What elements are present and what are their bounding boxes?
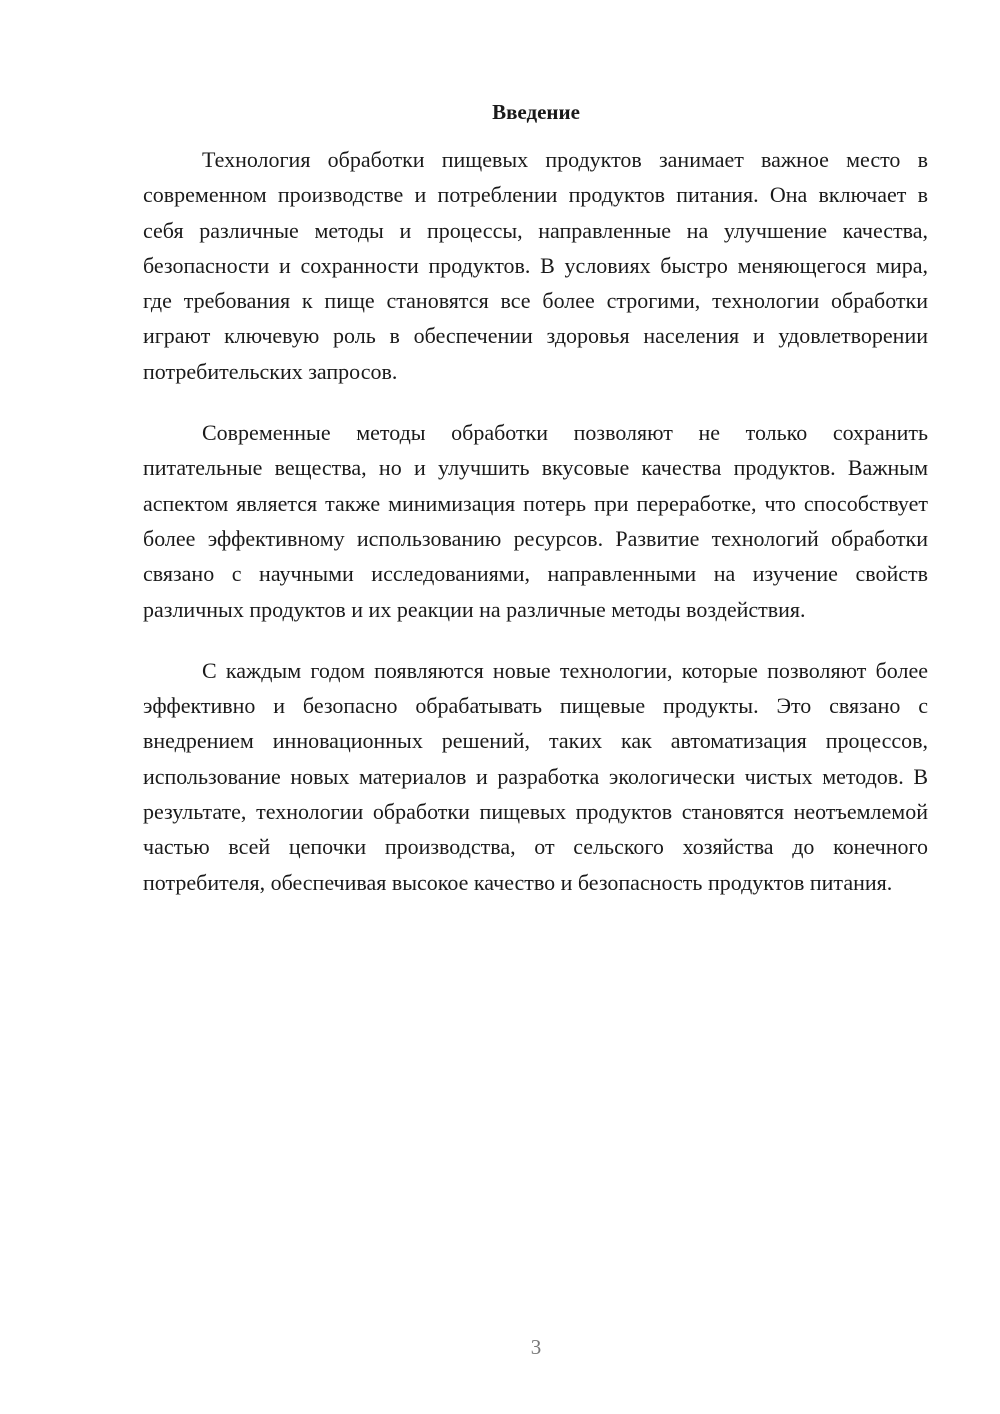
paragraph-2: Современные методы обработки позволяют не только сохранить питательные вещества, но и улучшить вкусовые качества продуктов. Важным аспектом является также минимизация потерь при переработке, что способствует более эффективному использованию ресурсов. Развитие технологий обработки связано с научными исследованиями, направленными на изучение свойств различных продуктов и их реакции на различные методы воздействия. bbox=[143, 420, 928, 622]
body-text bbox=[143, 142, 928, 926]
page-number: 3 bbox=[530, 1335, 542, 1359]
paragraph-3: С каждым годом появляются новые технологии, которые позволяют более эффективно и безопасно обрабатывать пищевые продукты. Это связано с внедрением инновационных решений, таких как автоматизация процессов, использование новых материалов и разработка экологически чистых методов. В результате, технологии обработки пищевых продуктов становятся неотъемлемой частью всей цепочки производства, от сельского хозяйства до конечного потребителя, обеспечивая высокое качество и безопасность продуктов питания. bbox=[143, 657, 928, 895]
paragraph-1: Технология обработки пищевых продуктов занимает важное место в современном производстве и потреблении продуктов питания. Она включает в себя различные методы и процессы, направленные на улучшение качества, безопасности и сохранности продуктов. В условиях быстро меняющегося мира, где требования к пище становятся все более строгими, технологии обработки играют ключевую роль в обеспечении здоровья населения и удовлетворении потребительских запросов. bbox=[143, 147, 928, 384]
section-heading: Введение bbox=[492, 100, 580, 124]
